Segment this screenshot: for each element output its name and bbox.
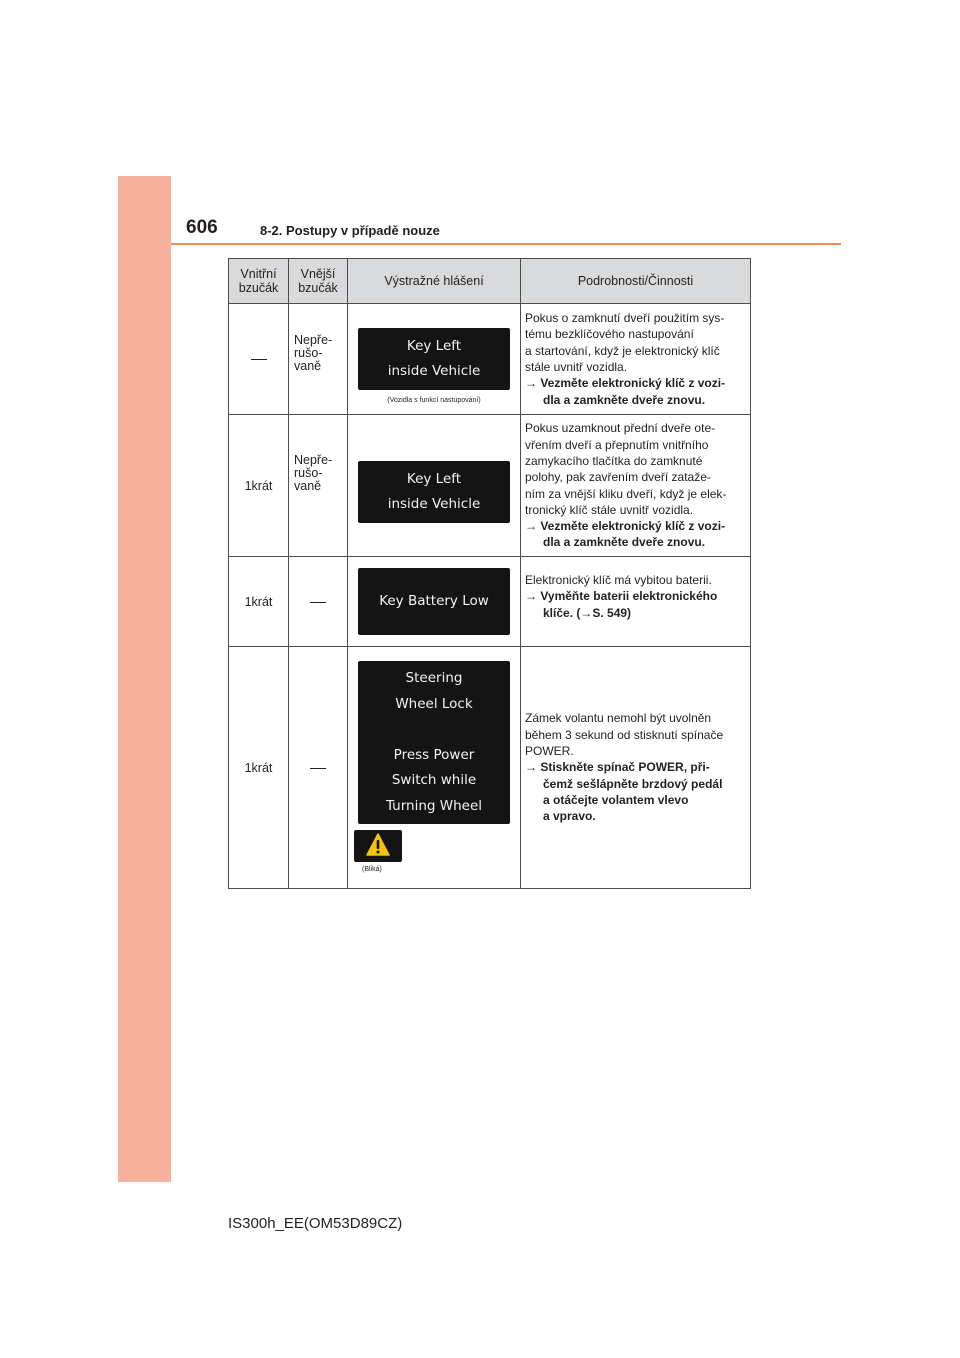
column-header-inner-buzzer: Vnitřní bzučák bbox=[229, 259, 289, 304]
details-cell: Zámek volantu nemohl být uvolněn během 3 sekund od stisknutí spínače POWER. → Stiskněte spínač POWER, při- čemž sešlápněte brzdový pedál a otáčejte volantem vlevo a vpravo. bbox=[521, 647, 751, 889]
display-line: Key Battery Low bbox=[379, 593, 489, 610]
warning-display-cell bbox=[348, 304, 521, 415]
side-color-band bbox=[118, 176, 171, 1182]
warning-display-cell bbox=[348, 557, 521, 647]
column-header-details: Podrobnosti/Činnosti bbox=[521, 259, 751, 304]
display-line bbox=[358, 717, 510, 743]
warning-display-cell bbox=[348, 415, 521, 557]
outer-buzzer-cell: Nepře- rušo- vaně bbox=[289, 304, 348, 415]
action-instruction: → Stiskněte spínač POWER, při- čemž sešlápněte brzdový pedál a otáčejte volantem vlevo a vpravo. bbox=[525, 760, 723, 824]
warning-display-screen bbox=[358, 568, 510, 635]
action-instruction: → Vyměňte baterii elektronického klíče. (→S. 549) bbox=[525, 589, 718, 620]
display-line: Key Left bbox=[406, 337, 462, 354]
display-line: Wheel Lock bbox=[395, 695, 473, 712]
inner-buzzer-cell bbox=[229, 304, 289, 415]
dash-mark bbox=[251, 359, 267, 360]
display-line: Key Left bbox=[406, 470, 462, 487]
details-cell: Pokus uzamknout přední dveře ote- vřením dveří a přepnutím vnitřního zamykacího tlačítka do zamknuté polohy, pak zavřením dveří zataže- ním za vnější kliku dveří, když je elek- tronický klíč stále uvnitř vozidla. → Vezměte elektronický klíč z vozi- dla a zamkněte dveře znovu. bbox=[521, 415, 751, 557]
inner-buzzer-cell: 1krát bbox=[229, 647, 289, 889]
display-line: Steering bbox=[405, 670, 463, 686]
inner-buzzer-cell: 1krát bbox=[229, 415, 289, 557]
display-line: Press Power bbox=[393, 746, 475, 763]
action-instruction: → Vezměte elektronický klíč z vozi- dla a zamkněte dveře znovu. bbox=[525, 519, 726, 550]
column-header-warning-message: Výstražné hlášení bbox=[348, 259, 521, 304]
outer-buzzer-cell bbox=[289, 647, 348, 889]
outer-buzzer-cell: Nepře- rušo- vaně bbox=[289, 415, 348, 557]
table-row bbox=[229, 304, 751, 415]
page-number: 606 bbox=[186, 217, 218, 238]
warning-light-caption: (Bliká) bbox=[362, 866, 382, 873]
warning-display-cell bbox=[348, 647, 521, 889]
details-cell: Pokus o zamknutí dveří použitím sys- tému bezklíčového nastupování a startování, když je elektronický klíč stále uvnitř vozidla. → Vezměte elektronický klíč z vozi- dla a zamkněte dveře znovu. bbox=[521, 304, 751, 415]
display-line: inside Vehicle bbox=[387, 363, 481, 379]
table-header-row bbox=[229, 259, 751, 304]
warning-light-box bbox=[354, 830, 402, 862]
warning-message-table bbox=[228, 258, 751, 889]
column-header-outer-buzzer: Vnější bzučák bbox=[289, 259, 348, 304]
warning-display-screen bbox=[358, 661, 510, 824]
table-row bbox=[229, 647, 751, 889]
outer-buzzer-cell bbox=[289, 557, 348, 647]
table-row bbox=[229, 557, 751, 647]
display-line: Switch while bbox=[391, 772, 477, 788]
action-instruction: → Vezměte elektronický klíč z vozi- dla a zamkněte dveře znovu. bbox=[525, 376, 726, 407]
dash-mark bbox=[310, 602, 326, 603]
inner-buzzer-cell: 1krát bbox=[229, 557, 289, 647]
warning-display-screen bbox=[358, 328, 510, 390]
warning-triangle-icon bbox=[366, 833, 390, 857]
section-title: 8-2. Postupy v případě nouze bbox=[260, 223, 440, 238]
header-divider bbox=[171, 243, 841, 245]
display-caption: (Vozidla s funkcí nastupování) bbox=[387, 396, 481, 404]
model-code-footer: IS300h_EE(OM53D89CZ) bbox=[228, 1215, 403, 1232]
warning-display-screen bbox=[358, 461, 510, 523]
details-cell: Elektronický klíč má vybitou baterii. → Vyměňte baterii elektronického klíče. (→S. 549) bbox=[521, 557, 751, 647]
dash-mark bbox=[310, 768, 326, 769]
table-row bbox=[229, 415, 751, 557]
display-line: inside Vehicle bbox=[387, 496, 481, 512]
display-line: Turning Wheel bbox=[385, 797, 483, 814]
